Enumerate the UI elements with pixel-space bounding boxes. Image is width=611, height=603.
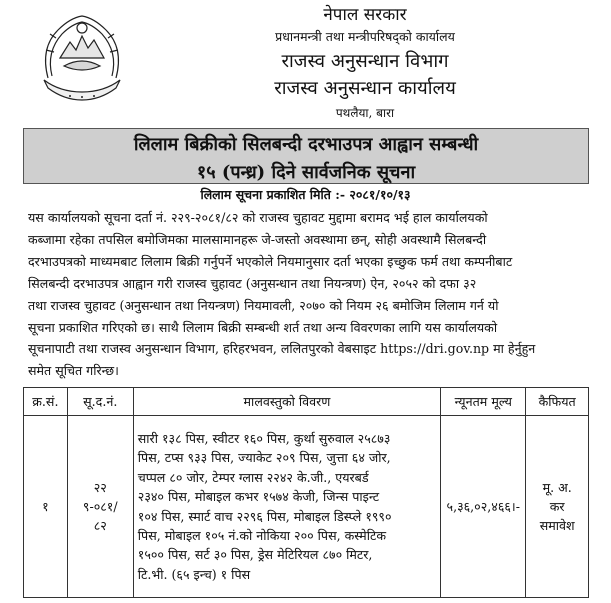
item-line: पिस, टप्स ९३३ पिस, ज्याकेट २०९ पिस, जुत्ता ६४ जोर,	[137, 450, 391, 466]
body-line: कब्जामा रहेका तपसिल बमोजिमका मालसामानहरू जे-जस्तो अवस्थामा छन्, सोही अवस्थामै सिलबन्दी	[28, 231, 487, 247]
body-line: सूचनापाटी तथा राजस्व अनुसन्धान विभाग, हरिहरभवन, ललितपुरको वेबसाइट https://dri.gov.np मा हेर्नुहुन	[28, 341, 536, 357]
cell-registration	[67, 416, 133, 598]
reg-line: ८२	[93, 518, 107, 533]
notice-title-box	[23, 128, 589, 184]
notice-title: लिलाम बिक्रीको सिलबन्दी दरभाउपत्र आह्वान सम्बन्धी	[133, 134, 479, 155]
office-name: राजस्व अनुसन्धान कार्यालय	[274, 78, 456, 99]
item-line: पिस, मोबाइल १०५ नं.को नोकिया २०० पिस, कस्मेटिक	[137, 527, 386, 543]
body-line: सूचना प्रकाशित गरिएको छ। साथै लिलाम बिक्री सम्बन्धी शर्त तथा अन्य विवरणका लागि यस कार्यालयको	[28, 319, 498, 335]
office-of-pm: प्रधानमन्त्री तथा मन्त्रीपरिषद्को कार्यालय	[275, 29, 455, 44]
col-description: मालवस्तुको विवरण	[133, 388, 440, 416]
table-row	[24, 416, 589, 598]
reg-line: ९-०८१/	[82, 499, 118, 514]
cell-remarks	[526, 416, 589, 598]
remark-line: कर	[549, 499, 565, 514]
notice-body	[28, 207, 588, 382]
item-line: चप्पल ८० जोर, टेम्पर ग्लास २२४२ के.जी., एयरबर्ड	[137, 469, 369, 485]
cell-serial: १	[24, 416, 68, 598]
body-line: तथा राजस्व चुहावट (अनुसन्धान तथा नियन्त्रण) नियमावली, २०७० को नियम २६ बमोजिम लिलाम गर्न यो	[28, 297, 499, 313]
body-line: दरभाउपत्रको माध्यमबाट लिलाम बिक्री गर्नुपर्ने भएकोले नियमानुसार दर्ता भएका इच्छुक फर्म तथा कम्पनीबाट	[28, 253, 513, 269]
header	[0, 0, 611, 128]
office-location: पथलैया, बारा	[335, 106, 395, 120]
col-remarks: कैफियत	[526, 388, 589, 416]
publication-date: लिलाम सूचना प्रकाशित मिति :- २०८१/१०/१३	[200, 187, 411, 202]
item-line: २३४० पिस, मोबाइल कभर १५७४ केजी, जिन्स पाइन्ट	[137, 489, 380, 505]
notice-subtitle: १५ (पन्ध्र) दिने सार्वजनिक सूचना	[196, 162, 416, 183]
nepal-emblem-icon	[30, 8, 134, 106]
remark-line: मू. अ.	[542, 480, 572, 495]
body-line: यस कार्यालयको सूचना दर्ता नं. २२९-२०८१/८२ को राजस्व चुहावट मुद्दामा बरामद भई हाल कार्यालयको	[28, 210, 488, 225]
remark-line: समावेश	[539, 518, 575, 533]
col-serial: क्र.सं.	[24, 388, 68, 416]
government-name: नेपाल सरकार	[323, 5, 407, 25]
body-line: सिलबन्दी दरभाउपत्र आह्वान गरी राजस्व चुहावट (अनुसन्धान तथा नियन्त्रण) ऐन, २०५२ को दफा ३२	[28, 275, 477, 291]
item-line: टि.भी. (६५ इन्च) १ पिस	[137, 566, 251, 582]
table-header-row	[24, 388, 589, 416]
item-line: सारी १३८ पिस, स्वीटर १६० पिस, कुर्था सुरुवाल २५८७३	[137, 430, 391, 446]
item-line: १५०० पिस, सर्ट ३० पिस, ड्रेस मेटिरियल ८७० मिटर,	[137, 547, 373, 563]
department-name: राजस्व अनुसन्धान विभाग	[281, 51, 449, 72]
goods-table	[23, 387, 589, 598]
col-min-price: न्यूनतम मूल्य	[441, 388, 526, 416]
cell-description	[133, 416, 440, 598]
body-line: समेत सूचित गरिन्छ।	[28, 363, 119, 379]
cell-min-price: ५,३६,०२,४६६।-	[441, 416, 526, 598]
reg-line: २२	[93, 480, 107, 495]
item-line: १०४ पिस, स्मार्ट वाच २२९६ पिस, मोबाइल डिस्प्ले १९९०	[137, 508, 392, 524]
col-registration: सू.द.नं.	[67, 388, 133, 416]
